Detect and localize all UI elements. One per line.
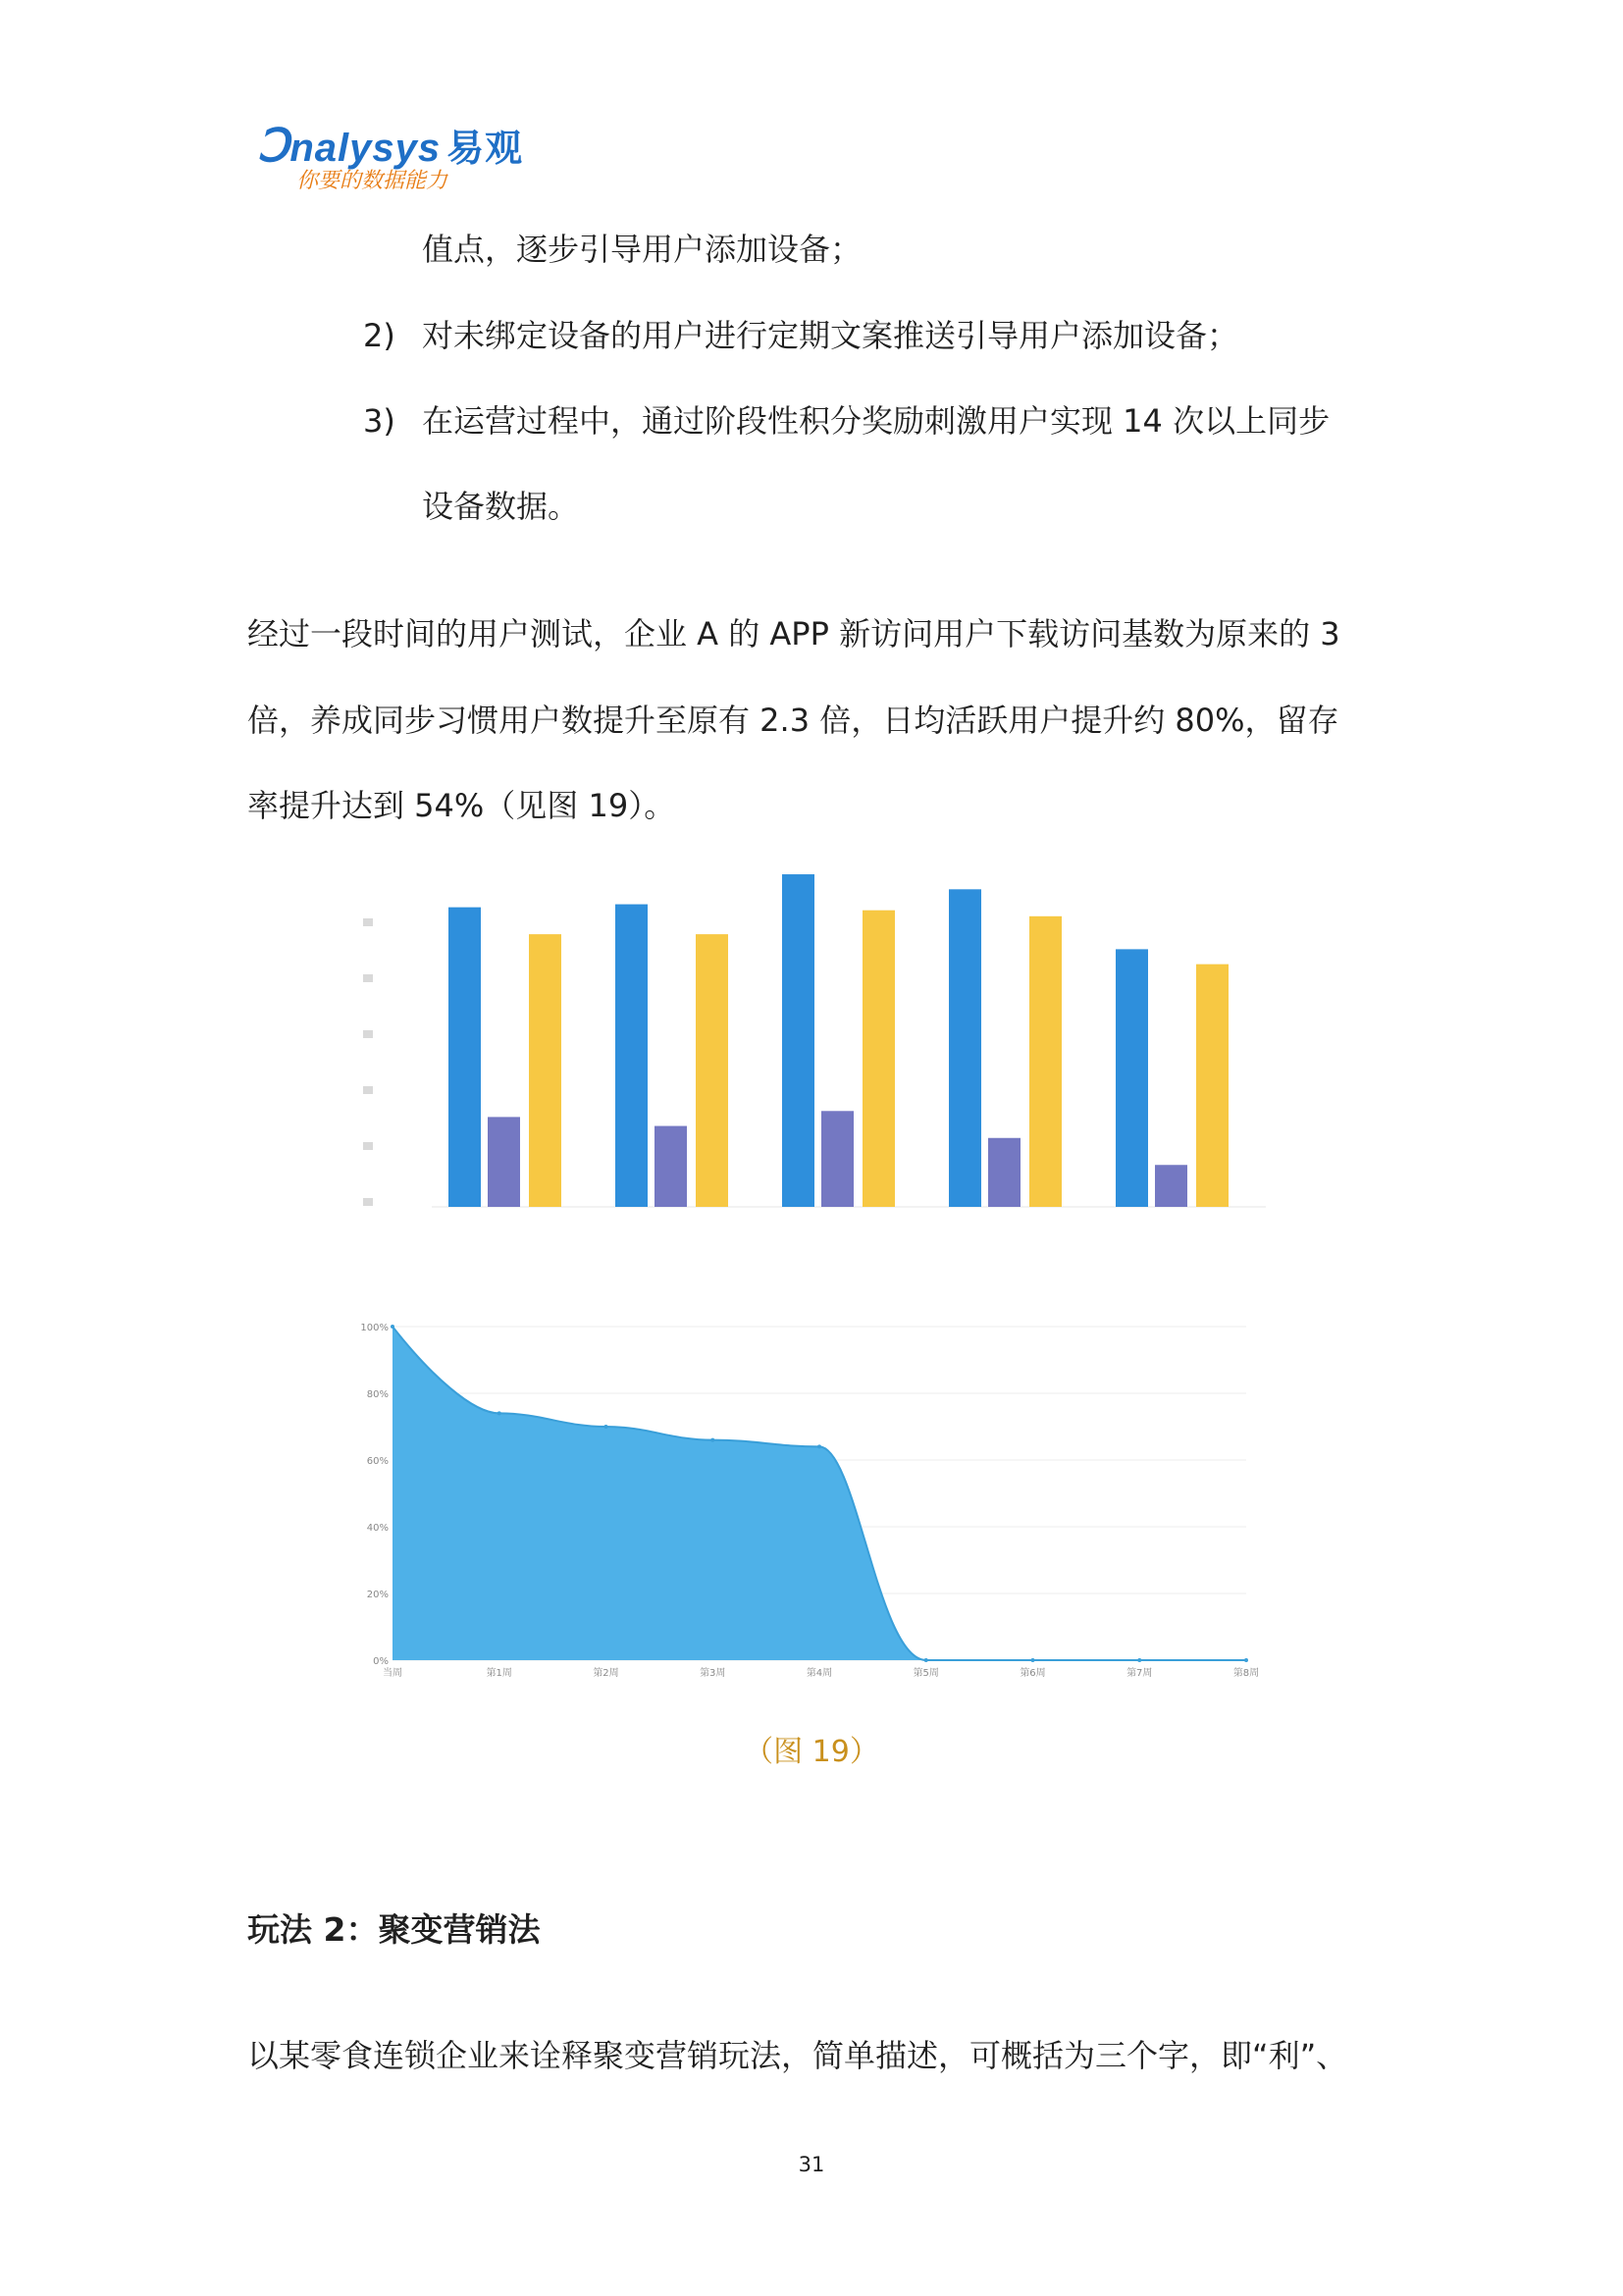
list-item-3-number: 3) [363, 402, 395, 440]
bar-chart [353, 863, 1276, 1217]
logo-wordmark: Ↄnalysys 易观 [257, 120, 524, 171]
area-chart-y-tick-label: 0% [373, 1656, 389, 1667]
area-chart-x-tick-label: 第7周 [1126, 1668, 1153, 1679]
area-chart-x-tick-label: 当周 [383, 1668, 402, 1679]
bar [1155, 1165, 1187, 1207]
area-chart-y-tick-label: 60% [366, 1456, 389, 1467]
area-chart-x-tick-label: 第4周 [806, 1668, 833, 1679]
area-point [710, 1438, 714, 1442]
area-chart-x-tick-label: 第5周 [913, 1668, 939, 1679]
area-point [391, 1325, 394, 1329]
bar [1029, 916, 1062, 1207]
area-point [924, 1658, 928, 1662]
area-chart-x-tick-label: 第1周 [486, 1668, 512, 1679]
area-chart-y-tick-label: 80% [366, 1389, 389, 1400]
area-point [817, 1444, 821, 1448]
bar [1116, 949, 1148, 1207]
bar [615, 905, 648, 1207]
bar [782, 874, 814, 1207]
figure-caption: （图 19） [744, 1735, 879, 1769]
list-item-3-text-line2: 设备数据。 [422, 488, 580, 525]
area-chart-x-tick-label: 第2周 [593, 1668, 619, 1679]
area-point [497, 1411, 501, 1415]
paragraph-line-3: 率提升达到 54%（见图 19）。 [247, 787, 676, 824]
logo-tagline: 你要的数据能力 [296, 169, 448, 193]
bar [821, 1111, 854, 1207]
bar [448, 908, 481, 1207]
bar-chart-y-tick [363, 1086, 373, 1094]
retention-area-chart [343, 1315, 1285, 1697]
area-fill [393, 1327, 1246, 1660]
bar [863, 911, 895, 1207]
area-chart-y-tick-label: 100% [360, 1323, 389, 1333]
area-point [1137, 1658, 1141, 1662]
paragraph-line-2: 倍，养成同步习惯用户数提升至原有 2.3 倍，日均活跃用户提升约 80%，留存 [247, 702, 1339, 739]
section-paragraph-line-1: 以某零食连锁企业来诠释聚变营销玩法，简单描述，可概括为三个字，即“利”、 [247, 2037, 1348, 2074]
bar [988, 1138, 1021, 1207]
analysys-logo [257, 120, 524, 200]
logo-cn-text: 易观 [446, 129, 524, 170]
bar-chart-y-tick [363, 918, 373, 926]
bar-chart-y-tick [363, 974, 373, 982]
bar [1196, 965, 1229, 1207]
bar [949, 889, 981, 1207]
bar [654, 1126, 687, 1207]
area-point [1031, 1658, 1035, 1662]
bar [696, 934, 728, 1207]
bar [488, 1117, 520, 1207]
area-point [604, 1425, 608, 1429]
area-chart-x-tick-label: 第8周 [1232, 1668, 1260, 1679]
area-chart-x-tick-label: 第3周 [700, 1668, 726, 1679]
list-item-1-continuation: 值点，逐步引导用户添加设备； [422, 231, 863, 268]
bar [529, 934, 561, 1207]
paragraph-line-1: 经过一段时间的用户测试，企业 A 的 APP 新访问用户下载访问基数为原来的 3 [247, 615, 1340, 652]
page-number: 31 [798, 2153, 825, 2176]
list-item-2-number: 2) [363, 317, 395, 354]
area-chart-x-tick-label: 第6周 [1020, 1668, 1046, 1679]
area-chart-y-tick-label: 20% [366, 1590, 389, 1600]
area-point [1244, 1658, 1248, 1662]
logo-main-text: nalysys [289, 127, 442, 170]
list-item-2-text: 对未绑定设备的用户进行定期文案推送引导用户添加设备； [422, 317, 1239, 354]
bar-chart-y-tick [363, 1030, 373, 1038]
bar-chart-y-tick [363, 1198, 373, 1206]
bar-chart-y-tick [363, 1142, 373, 1150]
section-heading: 玩法 2：聚变营销法 [247, 1910, 541, 1949]
list-item-3-text-line1: 在运营过程中，通过阶段性积分奖励刺激用户实现 14 次以上同步 [422, 402, 1331, 440]
area-chart-y-tick-label: 40% [366, 1523, 389, 1534]
